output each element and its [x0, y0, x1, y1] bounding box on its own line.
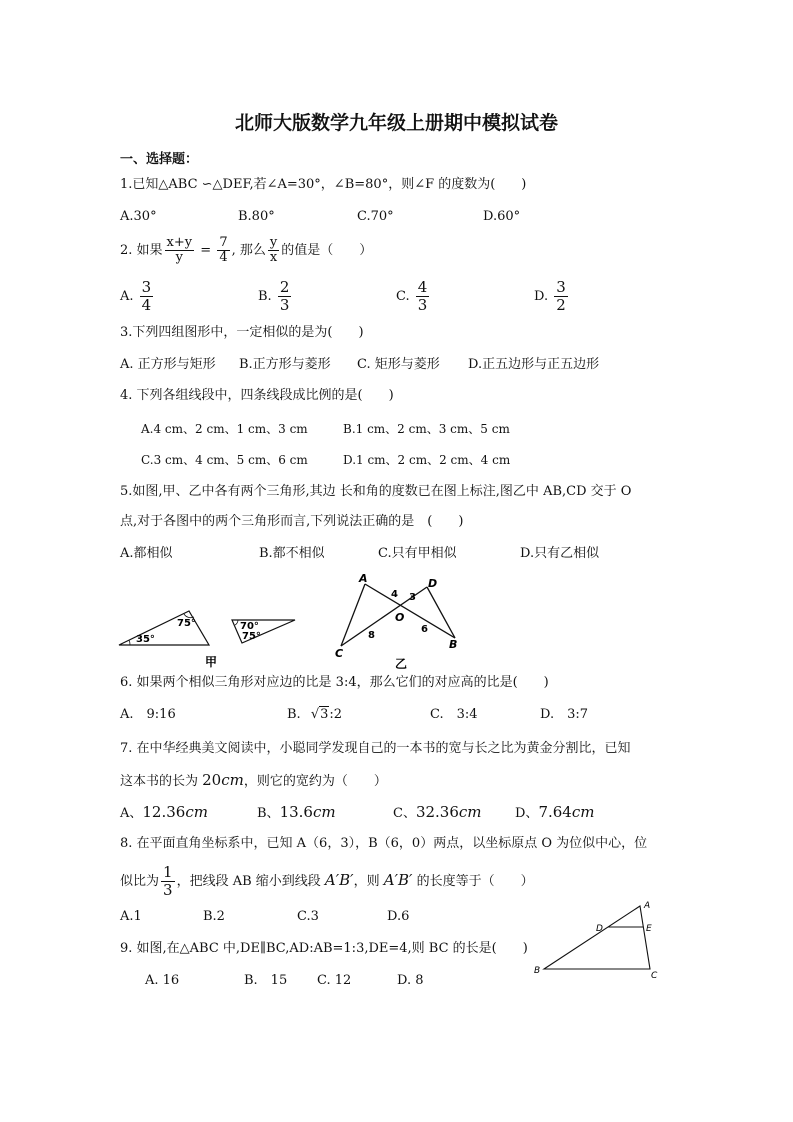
q9-label-e: E [646, 924, 652, 934]
yi-length-6: 6 [421, 624, 428, 635]
question-8-line1: 8. 在平面直角坐标系中，已知 A（6，3），B（6，0）两点，以坐标原点 O 为位似中心，位 [120, 836, 648, 851]
q1-option-a: A.30° [120, 209, 157, 224]
question-4-stem: 4. 下列各组线段中，四条线段成比例的是( ) [120, 388, 394, 403]
q1-option-d: D.60° [483, 209, 521, 224]
q2-suffix: 的值是（ ） [281, 243, 373, 258]
q5-option-a: A.都相似 [120, 546, 173, 561]
question-9-stem: 9. 如图,在△ABC 中,DE∥BC,AD:AB=1:3,DE=4,则 BC 的长是( ) [120, 941, 528, 956]
q6-option-d: D. 3:7 [540, 707, 589, 722]
q2-fraction-1: $\frac{x+y}{y}$ [166, 235, 193, 265]
q2-option-a: A. $\frac{3}{4}$ [120, 278, 152, 314]
q9-label-d: D [596, 924, 603, 934]
yi-length-8: 8 [368, 630, 375, 641]
yi-length-4: 4 [391, 589, 398, 600]
yi-label-c: C [335, 647, 344, 660]
q7-option-d: D、7.64cm [515, 803, 595, 821]
yi-segment-ac [341, 584, 365, 646]
q8-option-d: D.6 [387, 909, 410, 924]
jia-angle-75a: 75° [177, 618, 196, 629]
q3-option-d: D.正五边形与正五边形 [468, 357, 600, 372]
question-3-stem: 3.下列四组图形中，一定相似的是为( ) [120, 325, 364, 340]
jia-angle-70: 70° [240, 621, 259, 632]
q2-fraction-2: $\frac{7}{4}$ [219, 235, 228, 265]
jia-caption: 甲 [205, 655, 218, 669]
jia-angle-75b: 75° [242, 631, 261, 642]
q4-option-b: B.1 cm、2 cm、3 cm、5 cm [343, 422, 510, 436]
jia-angle-35: 35° [136, 634, 155, 645]
question-7-line1: 7. 在中华经典美文阅读中，小聪同学发现自己的一本书的宽与长之比为黄金分割比，已知 [120, 741, 631, 756]
q9-option-b: B. 15 [244, 973, 288, 988]
section-heading: 一、选择题： [120, 152, 199, 167]
q2-option-d: D. $\frac{3}{2}$ [534, 278, 566, 314]
question-7-line2: 这本书的长为 20cm，则它的宽约为（ ） [120, 771, 387, 789]
q5-option-b: B.都不相似 [259, 546, 325, 561]
q9-option-a: A. 16 [145, 973, 180, 988]
page-title: 北师大版数学九年级上册期中模拟试卷 [234, 112, 558, 134]
q7-option-b: B、13.6cm [257, 803, 336, 821]
q2-option-c: C. $\frac{4}{3}$ [396, 278, 428, 314]
q2-mid: , 那么 [231, 243, 266, 258]
q6-option-a: A. 9:16 [120, 707, 176, 722]
q3-option-c: C. 矩形与菱形 [357, 357, 440, 372]
q3-option-a: A. 正方形与矩形 [120, 357, 216, 372]
question-5-line2: 点,对于各图中的两个三角形而言,下列说法正确的是 ( ) [120, 514, 464, 529]
figure-q9-triangle [530, 898, 665, 983]
question-5-line1: 5.如图,甲、乙中各有两个三角形,其边 长和角的度数已在图上标注,图乙中 AB,CD 交于 O [120, 484, 632, 499]
q8-fraction: $\frac{1}{3}$ [163, 863, 173, 899]
q5-option-d: D.只有乙相似 [520, 546, 600, 561]
q7-option-c: C、32.36cm [393, 803, 482, 821]
q2-option-b: B. $\frac{2}{3}$ [258, 278, 290, 314]
yi-label-b: B [449, 638, 458, 651]
q3-option-b: B.正方形与菱形 [239, 357, 331, 372]
q8-option-a: A.1 [120, 909, 142, 924]
yi-length-3: 3 [409, 592, 416, 603]
question-8-line2: 似比为 $\frac{1}{3}$ ，把线段 AB 缩小到线段 A′B′，则 A′B′ 的长度等于（ ） [120, 863, 534, 899]
q9-label-b: B [534, 966, 541, 976]
q4-option-a: A.4 cm、2 cm、1 cm、3 cm [141, 422, 308, 436]
question-2-stem [120, 236, 372, 265]
yi-caption: 乙 [395, 657, 408, 671]
q6-option-c: C. 3:4 [430, 707, 478, 722]
q4-option-d: D.1 cm、2 cm、2 cm、4 cm [343, 453, 511, 467]
q9-triangle-abc [544, 906, 650, 969]
q9-label-a: A [644, 901, 651, 911]
q5-option-c: C.只有甲相似 [378, 546, 457, 561]
figure-yi [325, 572, 470, 672]
q2-equals: = [200, 243, 212, 258]
figure-jia [116, 605, 306, 670]
q4-option-c: C.3 cm、4 cm、5 cm、6 cm [141, 453, 308, 467]
q8-option-c: C.3 [297, 909, 319, 924]
q1-option-c: C.70° [357, 209, 394, 224]
q1-option-b: B.80° [238, 209, 275, 224]
q7-option-a: A、12.36cm [120, 803, 208, 821]
q6-option-b: B. √3:2 [287, 707, 343, 722]
question-1-stem: 1.已知△ABC ∽△DEF,若∠A=30°，∠B=80°，则∠F 的度数为( ) [120, 177, 527, 192]
yi-label-a: A [359, 572, 368, 585]
q2-prefix: 2. 如果 [120, 243, 163, 258]
question-6-stem: 6. 如果两个相似三角形对应边的比是 3:4，那么它们的对应高的比是( ) [120, 675, 549, 690]
q2-fraction-3: $\frac{y}{x}$ [269, 235, 278, 265]
yi-label-o: O [395, 611, 405, 624]
q8-option-b: B.2 [203, 909, 225, 924]
q9-option-c: C. 12 [317, 973, 352, 988]
q9-option-d: D. 8 [397, 973, 424, 988]
q9-label-c: C [651, 971, 658, 981]
yi-label-d: D [428, 577, 438, 590]
sqrt-symbol: √3 [310, 707, 329, 722]
